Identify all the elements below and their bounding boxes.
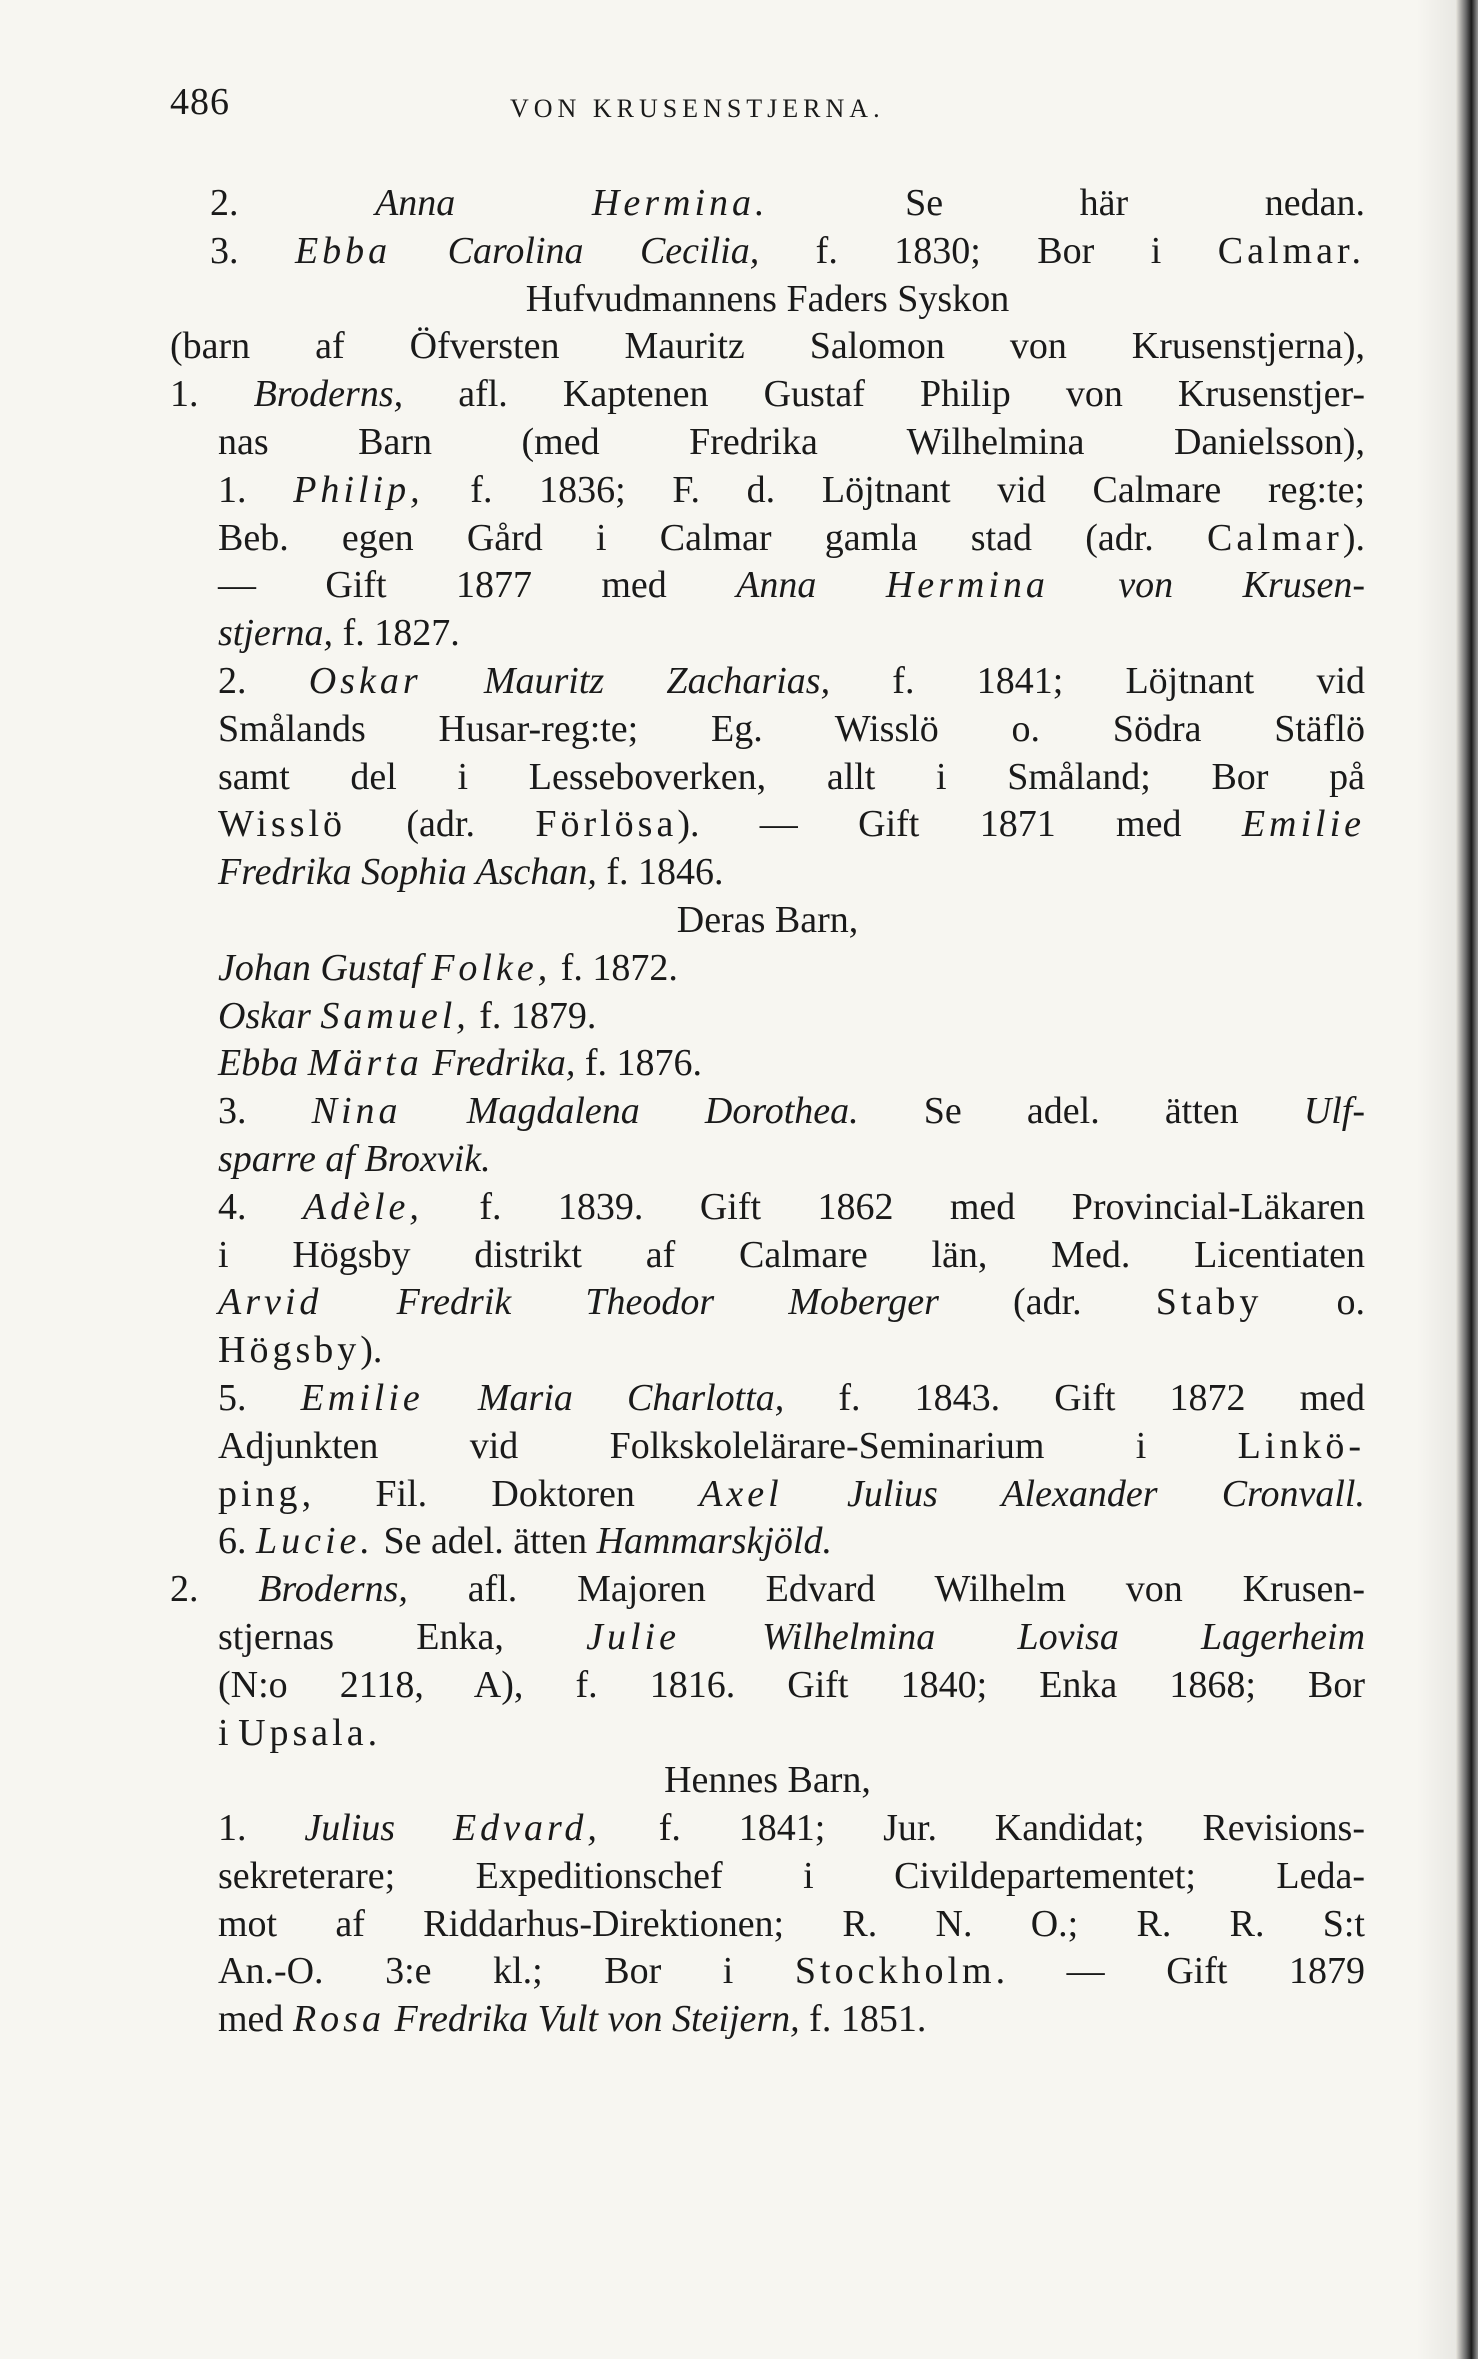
text-segment: Hennes Barn,: [664, 1759, 871, 1802]
text-segment: [455, 182, 592, 224]
text-segment: [298, 1042, 308, 1084]
text-segment: [422, 947, 432, 989]
text-segment: [816, 564, 885, 606]
text-segment: sekreterare; Expeditionschef i Civildepartementet; Leda-: [218, 1854, 1365, 1897]
text-segment: 5.: [218, 1376, 301, 1419]
text-segment: Deras Barn,: [676, 898, 859, 941]
italic-name: Oskar: [218, 994, 311, 1037]
text-segment: [423, 1042, 433, 1084]
text-segment: 2.: [218, 659, 309, 702]
italic-name: Rosa: [292, 1998, 385, 2041]
text-line: [170, 754, 1365, 802]
italic-name: Hammarskjöld.: [596, 1520, 832, 1563]
text-line: [170, 1710, 1365, 1758]
italic-name: Edvard,: [452, 1807, 601, 1850]
text-segment: f. 1846.: [596, 851, 724, 894]
text-segment: 6.: [218, 1520, 256, 1563]
text-segment: ).: [360, 1329, 383, 1372]
text-segment: Calmar.: [1217, 229, 1366, 272]
text-segment: Linkö-: [1237, 1424, 1365, 1467]
text-segment: [322, 1281, 396, 1323]
italic-name: Hermina: [885, 564, 1049, 607]
text-segment: [783, 1473, 847, 1515]
text-segment: [391, 230, 447, 272]
italic-name: Nina: [311, 1090, 402, 1133]
text-segment: f. 1872.: [551, 946, 678, 989]
italic-name: stjerna,: [218, 612, 334, 655]
text-line: [170, 1901, 1365, 1949]
running-head: VON KRUSENSTJERNA.: [510, 94, 885, 123]
italic-name: Wilhelmina Lovisa Lagerheim: [762, 1615, 1366, 1658]
italic-name: sparre af Broxvik.: [218, 1137, 491, 1180]
text-segment: f. 1876.: [575, 1042, 703, 1085]
text-segment: 1.: [218, 468, 294, 511]
text-line: [170, 1566, 1365, 1614]
text-segment: Smålands Husar-reg:te; Eg. Wisslö o. Södra Stäflö: [218, 707, 1365, 750]
italic-name: Anna: [736, 564, 817, 607]
text-segment: f. 1841; Löjtnant vid: [830, 659, 1366, 702]
text-line: [170, 1232, 1365, 1280]
italic-name: Broderns,: [258, 1568, 408, 1611]
italic-name: Folke,: [431, 946, 552, 989]
italic-name: Ebba: [294, 229, 392, 272]
text-line: [170, 610, 1365, 658]
text-segment: Calmar: [1206, 516, 1343, 559]
text-segment: i: [218, 1711, 239, 1754]
text-segment: 2.: [210, 182, 376, 224]
italic-name: Broderns,: [253, 373, 404, 416]
text-segment: 4.: [218, 1185, 303, 1228]
text-line: [170, 1518, 1365, 1566]
italic-name: Magdalena Dorothea.: [466, 1090, 859, 1133]
text-segment: [422, 660, 484, 702]
text-line: [170, 419, 1365, 467]
text-line: [170, 849, 1365, 897]
italic-name: Lucie.: [256, 1520, 374, 1563]
text-segment: [311, 995, 321, 1037]
text-line: [170, 706, 1365, 754]
text-segment: Se adel. ätten: [858, 1090, 1304, 1133]
text-line: [170, 323, 1365, 371]
italic-name: Maria Charlotta,: [477, 1376, 785, 1419]
text-line: [170, 1184, 1365, 1232]
text-segment: mot af Riddarhus-Direktionen; R. N. O.; R. R. S:t: [218, 1902, 1365, 1945]
text-line: [170, 658, 1365, 706]
text-line: [170, 1805, 1365, 1853]
text-segment: (adr.: [346, 803, 536, 846]
italic-name: Julie: [586, 1615, 680, 1658]
text-segment: med: [218, 1998, 293, 2041]
text-segment: 2.: [170, 1568, 259, 1611]
text-line: [170, 897, 1365, 945]
text-segment: o.: [1262, 1281, 1366, 1324]
text-line: [170, 562, 1365, 610]
text-segment: f. 1827.: [333, 612, 460, 655]
italic-name: Ulf-: [1303, 1090, 1366, 1133]
italic-name: Adèle,: [302, 1185, 423, 1228]
text-segment: 3.: [218, 1090, 312, 1133]
text-line: [170, 993, 1365, 1041]
italic-name: Fredrik Theodor Moberger: [396, 1281, 939, 1324]
text-segment: Adjunkten vid Folkskolelärare-Seminarium i: [218, 1424, 1238, 1467]
gutter-shadow: [1416, 0, 1456, 2359]
text-segment: Wisslö: [218, 803, 347, 846]
text-segment: f. 1843. Gift 1872 med: [784, 1376, 1366, 1419]
text-segment: [395, 1807, 453, 1849]
italic-name: Märta: [307, 1042, 423, 1085]
text-line: [170, 1996, 1365, 2044]
italic-name: von Krusen-: [1118, 564, 1366, 607]
text-line: [170, 515, 1365, 563]
italic-name: Fredrika Sophia Aschan,: [218, 851, 597, 894]
italic-name: Axel: [699, 1472, 783, 1515]
text-line: [170, 1375, 1365, 1423]
italic-name: Anna: [375, 182, 456, 224]
italic-name: Oskar: [308, 659, 422, 702]
text-line: [170, 945, 1365, 993]
text-line: [170, 1279, 1365, 1327]
text-segment: — Gift 1877 med: [218, 564, 737, 607]
text-segment: . — Gift 1879: [995, 1950, 1365, 1993]
text-segment: .: [367, 1711, 378, 1754]
text-line: [170, 801, 1365, 849]
text-segment: Staby: [1155, 1281, 1263, 1324]
page-number: 486: [170, 81, 230, 123]
text-segment: , Fil. Doktoren: [301, 1472, 700, 1515]
italic-name: Samuel,: [320, 994, 470, 1037]
italic-name: Fredrika,: [432, 1042, 576, 1085]
text-line: [170, 1040, 1365, 1088]
text-segment: i Högsby distrikt af Calmare län, Med. Licentiaten: [218, 1233, 1365, 1276]
genealogy-text: [170, 180, 1365, 2044]
text-segment: [424, 1377, 478, 1419]
text-segment: f. 1841; Jur. Kandidat; Revisions-: [600, 1807, 1365, 1850]
text-line: [170, 467, 1365, 515]
text-segment: 1.: [170, 373, 254, 416]
italic-name: Johan Gustaf: [218, 946, 422, 989]
text-line: [170, 1136, 1365, 1184]
page-header: [170, 80, 1370, 140]
text-segment: afl. Kaptenen Gustaf Philip von Krusenstjer-: [403, 373, 1365, 416]
text-line: [170, 276, 1365, 324]
italic-name: Emilie: [300, 1376, 424, 1419]
text-segment: f. 1830; Bor i: [759, 229, 1218, 272]
text-segment: f. 1836; F. d. Löjtnant vid Calmare reg:te;: [423, 468, 1366, 511]
text-segment: samt del i Lesseboverken, allt i Småland; Bor på: [218, 755, 1365, 798]
italic-name: Julius: [304, 1807, 396, 1850]
italic-name: Ebba: [218, 1042, 299, 1085]
text-segment: ping: [218, 1472, 302, 1515]
italic-name: Mauritz Zacharias,: [483, 659, 831, 702]
text-line: [170, 1614, 1365, 1662]
italic-name: Philip,: [293, 468, 424, 511]
text-line: [170, 228, 1365, 276]
text-segment: [385, 1998, 395, 2040]
text-line: [170, 180, 1365, 228]
italic-name: Hermina.: [591, 182, 769, 224]
italic-name: Julius Alexander Cronvall.: [846, 1472, 1365, 1515]
text-segment: ). — Gift 1871 med: [677, 803, 1242, 846]
text-segment: ).: [1342, 516, 1365, 559]
text-segment: [402, 1090, 467, 1132]
text-line: [170, 1088, 1365, 1136]
text-segment: f. 1879.: [469, 994, 597, 1037]
text-segment: Beb. egen Gård i Calmar gamla stad (adr.: [218, 516, 1207, 559]
text-segment: f. 1851.: [799, 1998, 927, 2041]
text-segment: afl. Majoren Edvard Wilhelm von Krusen-: [407, 1568, 1366, 1611]
text-line: [170, 371, 1365, 419]
text-segment: Stockholm: [794, 1950, 996, 1993]
text-segment: Förlösa: [535, 803, 678, 846]
italic-name: Carolina Cecilia,: [447, 229, 760, 272]
text-line: [170, 1327, 1365, 1375]
text-line: [170, 1853, 1365, 1901]
text-segment: (barn af Öfversten Mauritz Salomon von Krusenstjerna),: [170, 325, 1365, 368]
text-segment: stjernas Enka,: [218, 1615, 587, 1658]
text-segment: f. 1839. Gift 1862 med Provincial-Läkaren: [422, 1185, 1366, 1228]
text-segment: [680, 1616, 762, 1658]
text-line: [170, 1757, 1365, 1805]
text-segment: [1049, 564, 1118, 606]
italic-name: Fredrika Vult von Steijern,: [394, 1998, 800, 2041]
text-segment: nas Barn (med Fredrika Wilhelmina Danielsson),: [218, 420, 1365, 463]
text-line: [170, 1662, 1365, 1710]
text-segment: Upsala: [238, 1711, 368, 1754]
book-spine: [1456, 0, 1478, 2359]
text-segment: Se här nedan.: [768, 182, 1366, 224]
text-segment: (N:o 2118, A), f. 1816. Gift 1840; Enka 1868; Bor: [218, 1663, 1365, 1706]
text-segment: 3.: [210, 229, 295, 272]
text-segment: 1.: [218, 1807, 305, 1850]
text-segment: An.-O. 3:e kl.; Bor i: [218, 1950, 795, 1993]
text-line: [170, 1948, 1365, 1996]
text-line: [170, 1471, 1365, 1519]
italic-name: Arvid: [218, 1281, 323, 1324]
text-segment: Högsby: [218, 1329, 361, 1372]
text-segment: Se adel. ätten: [373, 1520, 597, 1563]
italic-name: Emilie: [1241, 803, 1366, 846]
text-segment: (adr.: [938, 1281, 1156, 1324]
text-segment: Hufvudmannens Faders Syskon: [525, 277, 1010, 320]
text-line: [170, 1423, 1365, 1471]
